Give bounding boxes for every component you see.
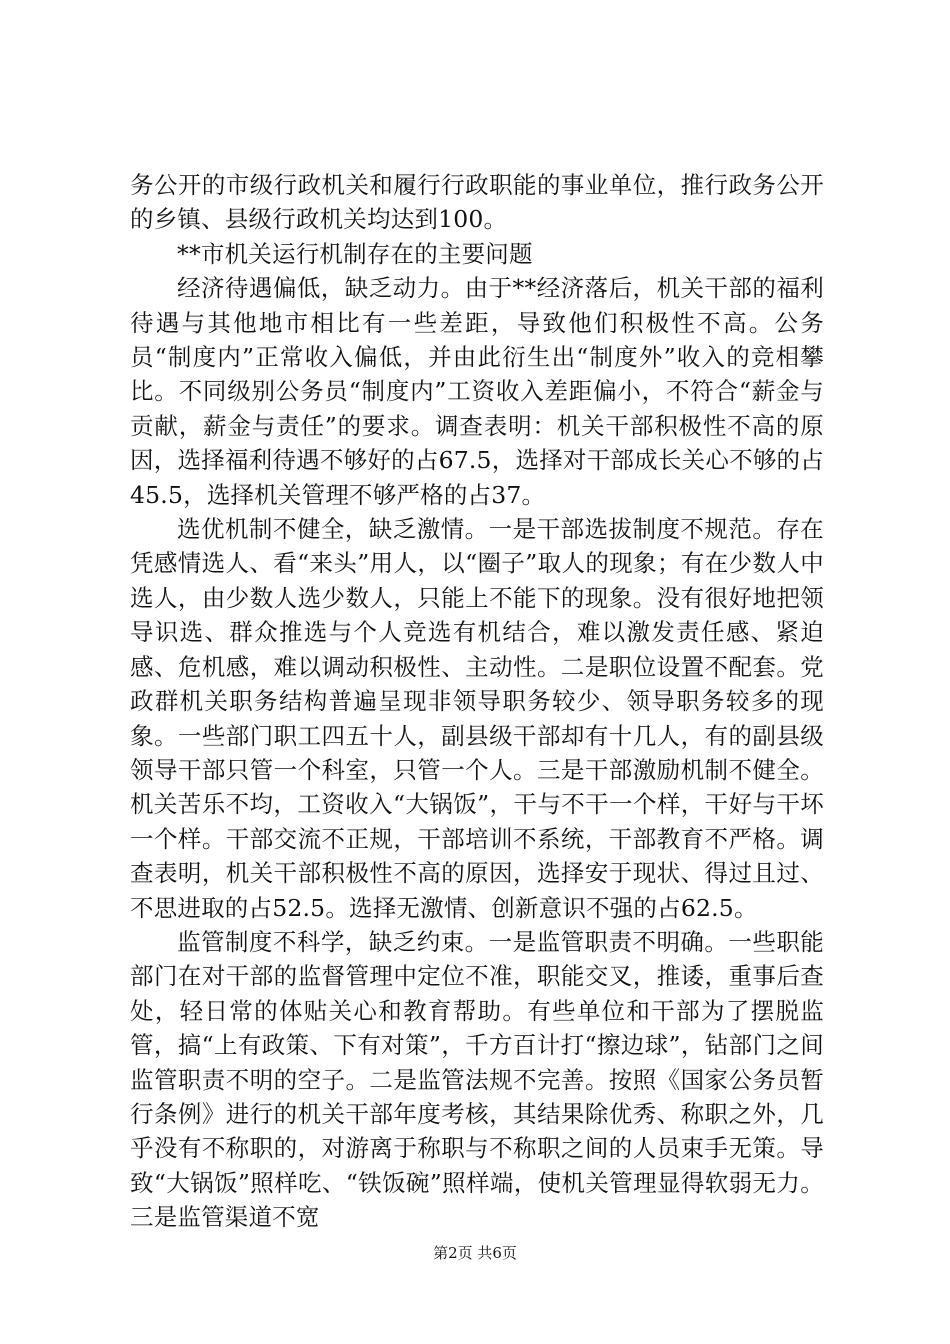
paragraph-economic-treatment: 经济待遇偏低，缺乏动力。由于**经济落后，机关干部的福利待遇与其他地市相比有一些差距，导致他们积极性不高。公务员“制度内”正常收入偏低，并由此衍生出“制度外”收入的竞相攀比。不同级别公务员“制度内”工资收入差距偏小，不符合“薪金与贡献，薪金与责任”的要求。调查表明：机关干部积极性不高的原因，选择福利待遇不够好的占67.5，选择对干部成长关心不够的占45.5，选择机关管理不够严格的占37。 [130, 274, 824, 509]
paragraph-selection-mechanism: 选优机制不健全，缺乏激情。一是干部选拔制度不规范。存在凭感情选人、看“来头”用人，以“圈子”取人的现象；有在少数人中选人，由少数人选少数人，只能上不能下的现象。没有很好地把领导识选、群众推选与个人竞选有机结合，难以激发责任感、紧迫感、危机感，难以调动积极性、主动性。二是职位设置不配套。党政群机关职务结构普遍呈现非领导职务较少、领导职务较多的现象。一些部门职工四五十人，副县级干部却有十几人，有的副县级领导干部只管一个科室，只管一个人。三是干部激励机制不健全。机关苦乐不均，工资收入“大锅饭”，干与不干一个样，干好与干坏一个样。干部交流不正规，干部培训不系统，干部教育不严格。调查表明，机关干部积极性不高的原因，选择安于现状、得过且过、不思进取的占52.5。选择无激情、创新意识不强的占62.5。 [130, 515, 824, 922]
paragraph-continuation: 务公开的市级行政机关和履行行政职能的事业单位，推行政务公开的乡镇、县级行政机关均达到100。 [130, 171, 824, 234]
page-number-footer: 第2页 共6页 [433, 1244, 517, 1262]
section-heading: **市机关运行机制存在的主要问题 [177, 239, 533, 268]
document-body [130, 168, 824, 1235]
paragraph-supervision-system: 监管制度不科学，缺乏约束。一是监管职责不明确。一些职能部门在对干部的监督管理中定位不准，职能交叉，推诿，重事后查处，轻日常的体贴关心和教育帮助。有些单位和干部为了摆脱监管，搞“上有政策、下有对策”，千方百计打“擦边球”，钻部门之间监管职责不明的空子。二是监管法规不完善。按照《国家公务员暂行条例》进行的机关干部年度考核，其结果除优秀、称职之外，几乎没有不称职的，对游离于称职与不称职之间的人员束手无策。导致“大锅饭”照样吃、“铁饭碗”照样端，使机关管理显得软弱无力。三是监管渠道不宽 [130, 927, 824, 1232]
